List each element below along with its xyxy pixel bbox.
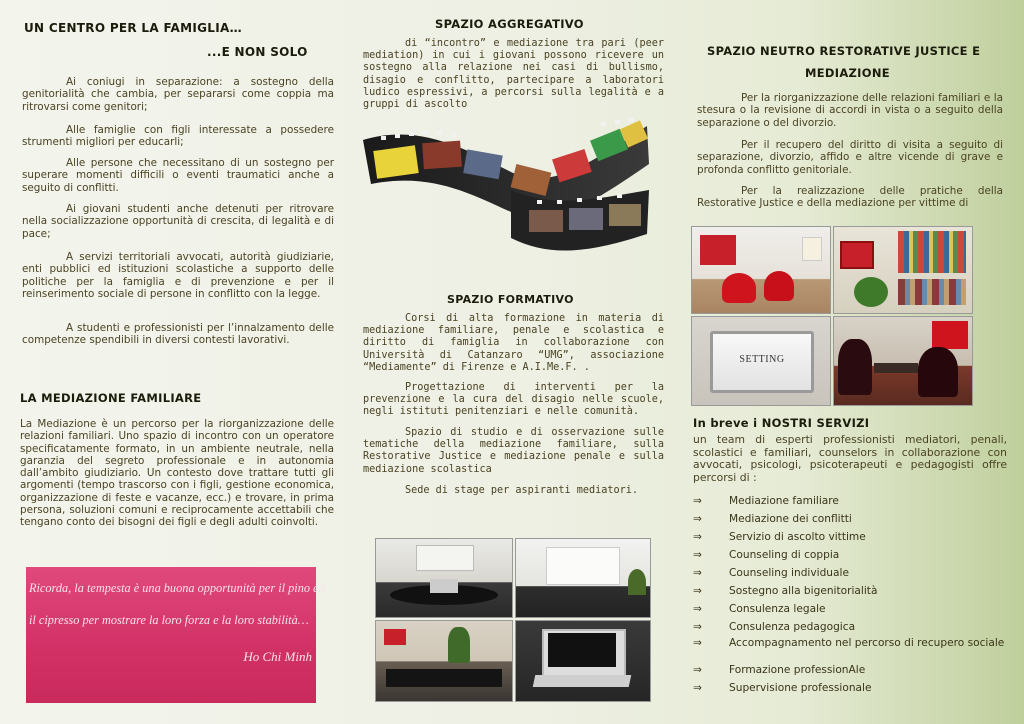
office-photo-1 [691,226,831,314]
neutral-paragraph: Per il recupero del diritto di visita a seguito di separazione, divorzio, affido e altre vicende di grave e profonda conflitto genitoriale. [697,139,1003,176]
service-label: Supervisione professionale [729,682,872,694]
arrow-icon: ⇒ [693,621,702,633]
arrow-icon: ⇒ [693,585,702,597]
quote-author: Ho Chi Minh [243,649,312,664]
audience-paragraph: Alle famiglie con figli interessate a possedere strumenti migliori per educarli; [22,124,334,149]
center-title: UN CENTRO PER LA FAMIGLIA… [24,21,242,35]
service-item [693,585,877,597]
training-title: SPAZIO FORMATIVO [447,293,574,306]
office-photo-4 [833,316,973,406]
training-paragraph: Progettazione di interventi per la prevenzione e la cura del disagio nelle scuole, negli istituti penitenziari e nelle comunità. [363,382,664,418]
neutral-space-title-2: MEDIAZIONE [805,66,890,80]
quote-line-1: Ricorda, la tempesta è una buona opportunità per il pino ed [29,581,325,595]
service-label: Mediazione familiare [729,495,839,507]
arrow-icon: ⇒ [693,664,702,676]
service-label: Counseling individuale [729,567,849,579]
arrow-icon: ⇒ [693,567,702,579]
left-panel [0,0,343,724]
arrow-icon: ⇒ [693,495,702,507]
setting-sign-text: SETTING [739,354,785,365]
center-subtitle: ...E NON SOLO [207,45,308,59]
training-paragraph: Sede di stage per aspiranti mediatori. [405,485,639,496]
middle-panel [343,0,685,724]
service-label: Mediazione dei conflitti [729,513,852,525]
service-item [693,567,849,579]
service-item [693,531,866,543]
arrow-icon: ⇒ [693,682,702,694]
service-item [693,664,865,676]
service-label: Formazione professionAle [729,664,866,676]
aggregative-title: SPAZIO AGGREGATIVO [435,17,584,31]
neutral-paragraph: Per la realizzazione delle pratiche della Restorative Justice e della mediazione per vittime di [697,185,1003,210]
service-item [693,621,855,633]
film-strip-image [361,112,651,260]
service-item [693,682,872,694]
service-item [693,638,1005,648]
mediation-text: La Mediazione è un percorso per la riorganizzazione delle relazioni familiari. Uno spazio di incontro con un operatore specificatamente formato, in un ambiente neutrale, nella garanzia del segreto professionale e in autonomia dall’ambito giudiziario. Un contesto dove trattare tutti gli argomenti (tempo trascorso con i figli, gestione economica, organizzazione di feste e vacanze, ecc.) e trovare, in prima persona, soluzioni comuni e reciprocamente accettabili che tengano conto dei bisogni dei figli e degli adulti coinvolti. [20,418,334,529]
office-photo-setting [691,316,831,406]
aggregative-text: di “incontro” e mediazione tra pari (peer mediation) in cui i giovani possono ricevere un sostegno alla relazione nei casi di bullismo, disagio e conflitto, partecipare a laboratori ludico espressivi, a percorsi sulla legalità e a gruppi di ascolto [363,38,664,111]
arrow-icon: ⇒ [693,603,702,615]
arrow-icon: ⇒ [693,513,702,525]
arrow-icon: ⇒ [693,637,702,649]
service-item [693,513,852,525]
right-panel [685,0,1024,724]
audience-paragraph: A servizi territoriali avvocati, autorità giudiziarie, enti pubblici ed istituzioni scolastiche a supporto delle politiche per la famiglia e di prevenzione e per il reinserimento sociale di persone in conflitto con la legge. [22,251,334,300]
service-label: Accompagnamento nel percorso di recupero sociale [729,637,1005,649]
classroom-photo-2 [515,538,651,618]
services-title: In breve i NOSTRI SERVIZI [693,416,870,430]
arrow-icon: ⇒ [693,531,702,543]
film-reel-illustration [361,112,651,260]
quote-box [26,567,325,703]
service-label: Servizio di ascolto vittime [729,531,866,543]
service-item [693,549,839,561]
quote-line-2: il cipresso per mostrare la loro forza e la loro stabilità… [29,613,309,627]
service-item [693,603,826,615]
classroom-photo-4 [515,620,651,702]
training-paragraph: Corsi di alta formazione in materia di mediazione familiare, penale e scolastica e diritto di famiglia in collaborazione con Università di Catanzaro “UMG”, associazione “Mediamente” di Firenze e A.I.Me.F. . [363,313,664,373]
audience-paragraph: A studenti e professionisti per l’innalzamento delle competenze spendibili in diversi contesti lavorativi. [22,322,334,347]
services-intro: un team di esperti professionisti mediatori, penali, scolastici e familiari, counselors in collaborazione con avvocati, psicologi, psicoterapeuti e pedagogisti offre percorsi di : [693,433,1007,484]
service-label: Consulenza pedagogica [729,621,856,633]
service-item [693,495,839,507]
audience-paragraph: Alle persone che necessitano di un sostegno per superare momenti difficili o eventi traumatici anche a seguito di conflitti. [22,157,334,194]
audience-paragraph: Ai giovani studenti anche detenuti per ritrovare nella socializzazione opportunità di crescita, di legalità e di pace; [22,203,334,240]
office-photo-2 [833,226,973,314]
mediation-title: LA MEDIAZIONE FAMILIARE [20,391,202,405]
training-paragraph: Spazio di studio e di osservazione sulle tematiche della mediazione familiare, sulla Restorative Justice e mediazione penale e sulla mediazione scolastica [363,427,664,475]
arrow-icon: ⇒ [693,549,702,561]
service-label: Consulenza legale [729,603,826,615]
classroom-photo-3 [375,620,513,702]
service-label: Counseling di coppia [729,549,840,561]
classroom-photo-1 [375,538,513,618]
neutral-paragraph: Per la riorganizzazione delle relazioni familiari e la stesura o la revisione di accordi in vista o a seguito della separazione o del divorzio. [697,92,1003,129]
service-label: Sostegno alla bigenitorialità [729,585,878,597]
audience-paragraph: Ai coniugi in separazione: a sostegno della genitorialità che cambia, per separarsi come coppia ma ritrovarsi come genitori; [22,76,334,113]
neutral-space-title: SPAZIO NEUTRO RESTORATIVE JUSTICE E [707,44,981,58]
